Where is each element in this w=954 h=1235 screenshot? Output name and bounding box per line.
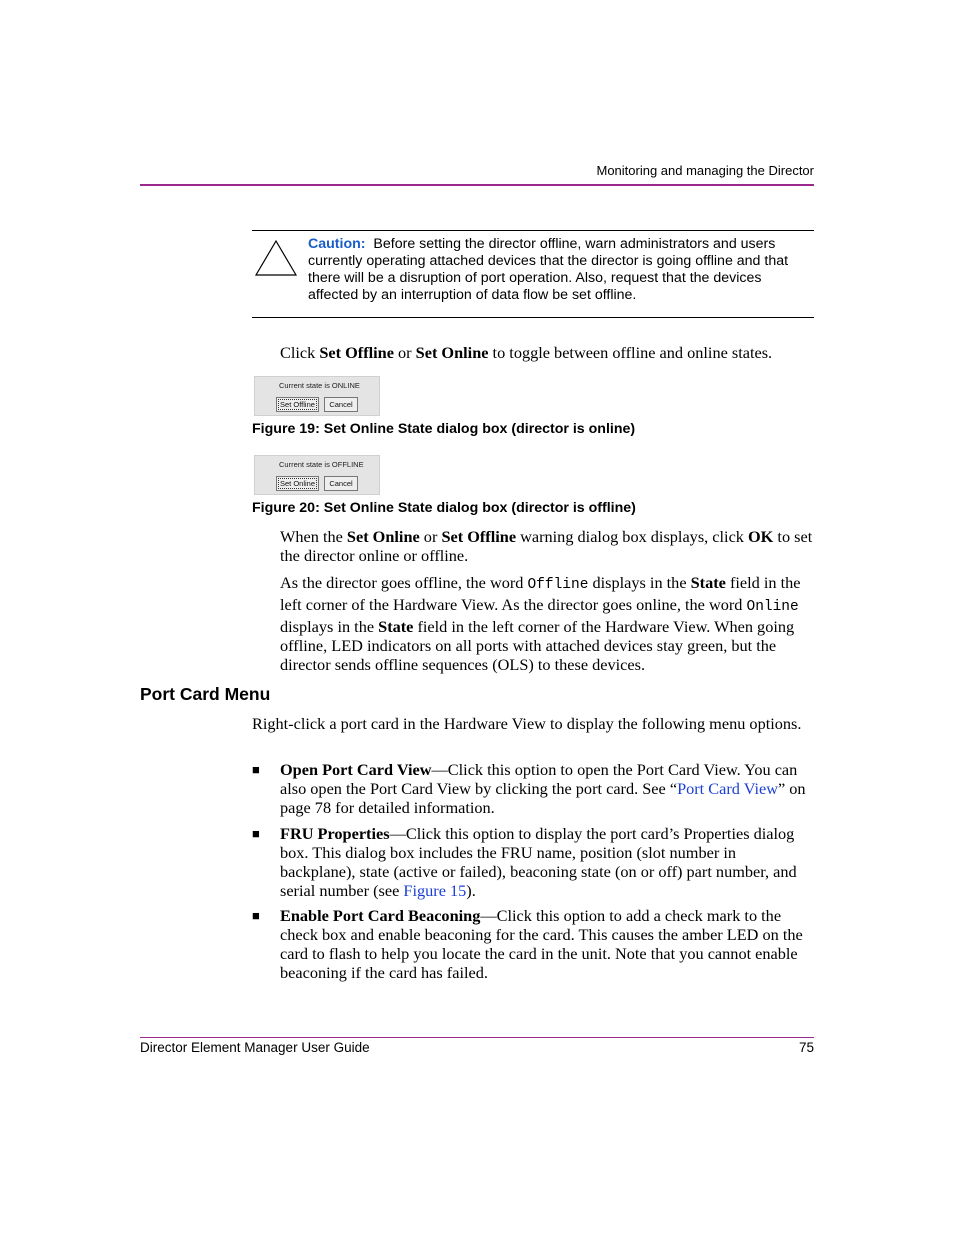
text-span: ” on page 78 for detailed information. (280, 779, 806, 817)
set-online-button[interactable]: Set Online (276, 476, 319, 491)
bold-set-offline: Set Offline (319, 343, 394, 362)
section-heading: Port Card Menu (140, 684, 271, 704)
toggle-instruction (280, 343, 814, 362)
item-title: Open Port Card View (280, 760, 432, 779)
list-item (280, 906, 814, 982)
set-online-state-dialog-online (254, 376, 380, 416)
item-title: FRU Properties (280, 824, 390, 843)
bold-set-online: Set Online (415, 343, 489, 362)
footer-title: Director Element Manager User Guide (140, 1040, 370, 1055)
bullet-marker: ■ (252, 762, 260, 777)
caution-label: Caution: (308, 236, 366, 252)
code-online: Online (746, 599, 799, 615)
text-span: displays in the (280, 617, 379, 636)
text-span: or (393, 343, 416, 362)
text-span: As the director goes offline, the word (280, 573, 528, 592)
set-offline-button[interactable]: Set Offline (276, 397, 319, 412)
text-span: field in the left corner of the Hardware View. As the director goes online, the word (280, 573, 801, 614)
text-span: or (419, 527, 442, 546)
figure-15-link[interactable]: Figure 15 (403, 881, 467, 900)
cancel-button[interactable]: Cancel (324, 397, 358, 412)
current-state-label: Current state is OFFLINE (279, 460, 364, 469)
list-item (280, 760, 814, 817)
state-field-description (280, 573, 814, 674)
text-span: —Click this option to add a check mark to the check box and enable beaconing for the card. This causes the amber LED on the card to flash to help you locate the card in the unit. Note that you cannot enable beaconing if the card has failed. (280, 906, 803, 982)
caution-text: Before setting the director offline, warn administrators and users currently operating attached devices that the director is going offline and that there will be a disruption of port operation. Also, request that the devices affected by an interruption of data flow be set offline. (308, 236, 789, 303)
text-span: —Click this option to display the port card’s Properties dialog box. This dialog box includes the FRU name, position (slot number in backplane), state (active or failed), beaconing state (on or off) part number, and serial number (see (280, 824, 797, 900)
section-intro: Right-click a port card in the Hardware View to display the following menu options. (252, 714, 802, 733)
list-item (280, 824, 814, 900)
set-online-state-dialog-offline (254, 455, 380, 495)
code-offline: Offline (527, 577, 589, 593)
text-span: displays in the (588, 573, 691, 592)
text-span: to toggle between offline and online states. (488, 343, 773, 362)
text-span: When the (280, 527, 347, 546)
text-span: field in the left corner of the Hardware View. When going offline, LED indicators on all ports with attached devices stay green, but the director sends offline sequences (OLS) to these devices. (280, 617, 795, 674)
text-span: to set the director online or offline. (280, 527, 813, 565)
caution-top-rule (252, 230, 814, 231)
warning-triangle-icon (254, 238, 298, 278)
cancel-button[interactable]: Cancel (324, 476, 358, 491)
text-span: warning dialog box displays, click (516, 527, 749, 546)
bold-state: State (690, 573, 726, 592)
header-rule (140, 184, 814, 186)
bullet-marker: ■ (252, 826, 260, 841)
caution-note (308, 236, 814, 304)
bold-ok: OK (748, 527, 774, 546)
caution-bottom-rule (252, 317, 814, 318)
current-state-label: Current state is ONLINE (279, 381, 360, 390)
figure-20-caption: Figure 20: Set Online State dialog box (director is offline) (252, 500, 636, 516)
bold-set-offline: Set Offline (441, 527, 517, 546)
running-header: Monitoring and managing the Director (596, 163, 814, 178)
port-card-view-link[interactable]: Port Card View (677, 779, 778, 798)
text-span: ). (466, 881, 476, 900)
bold-set-online: Set Online (346, 527, 420, 546)
warning-dialog-instruction (280, 527, 814, 565)
bold-state: State (378, 617, 414, 636)
text-span: —Click this option to open the Port Card View. You can also open the Port Card View by clicking the port card. See “ (280, 760, 798, 798)
figure-19-caption: Figure 19: Set Online State dialog box (director is online) (252, 421, 636, 437)
page-number: 75 (798, 1040, 814, 1055)
footer-rule (140, 1037, 814, 1038)
text-span: Click (280, 343, 320, 362)
bullet-marker: ■ (252, 908, 260, 923)
item-title: Enable Port Card Beaconing (280, 906, 481, 925)
